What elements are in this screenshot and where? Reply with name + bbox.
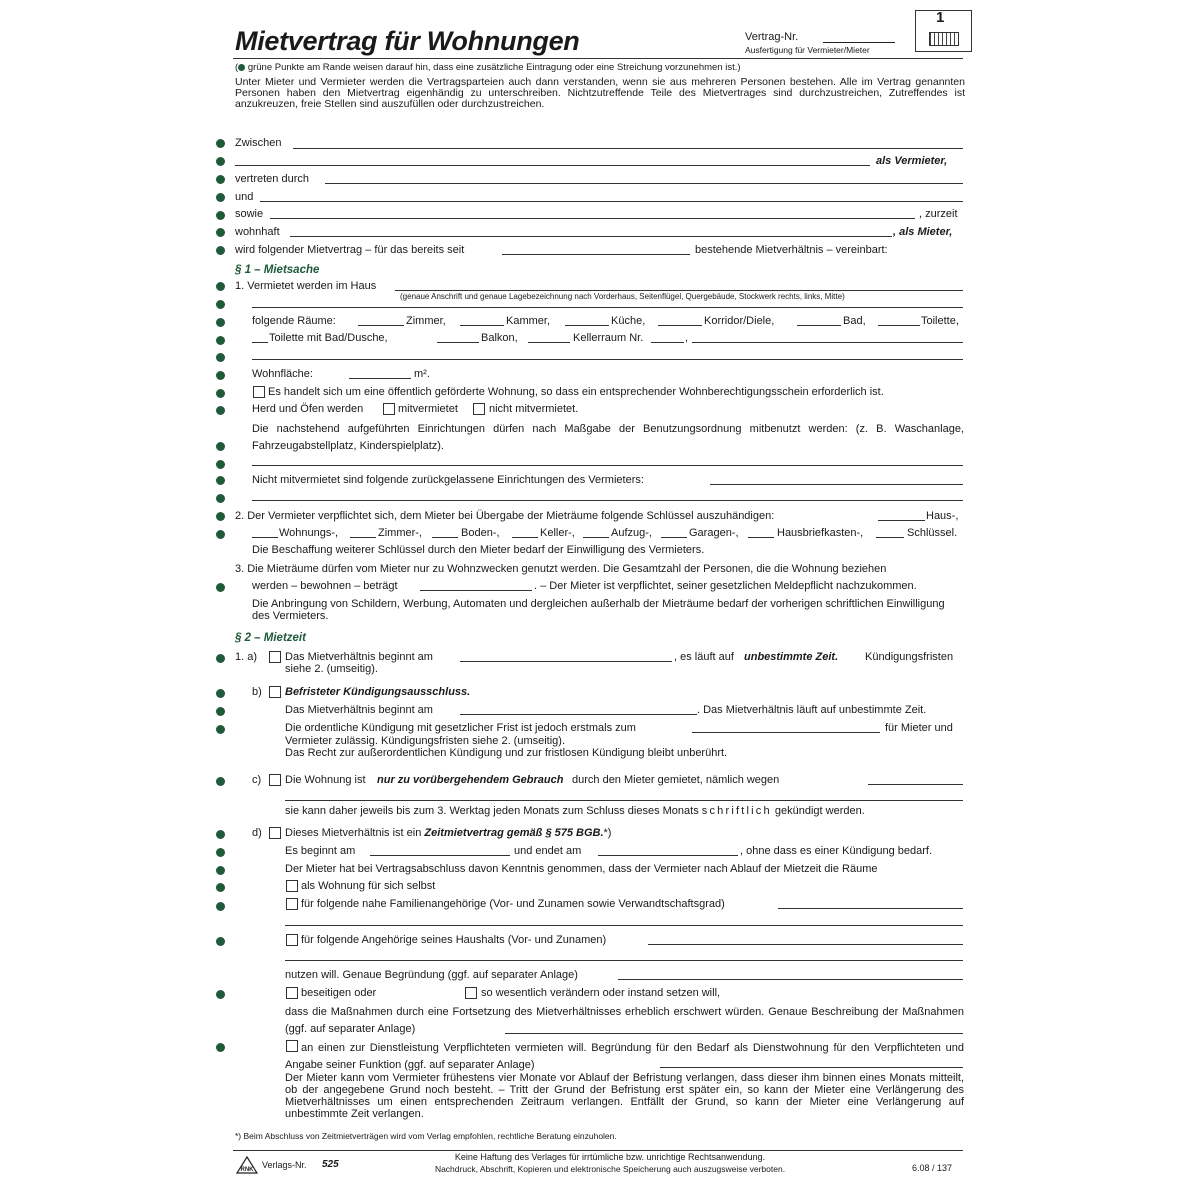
zurzeit-label: , zurzeit (919, 208, 958, 220)
publisher-logo (236, 1156, 258, 1174)
footer-code: 6.08 / 137 (912, 1163, 953, 1173)
item-d-opt6: an einen zur Dienstleistung Verpflichteten vermieten will. Begründung für den Bedarf als Dienstwohnung für den Verpflichteten und Angabe seiner Funktion (ggf. auf separater Anlage) (285, 1042, 964, 1071)
item-1a-bold: unbestimmte Zeit. (744, 651, 839, 663)
verlags-nr-label: Verlags-Nr. (262, 1160, 307, 1170)
haus-label: 1. Vermietet werden im Haus (235, 280, 377, 292)
item-d-kenntnis: Der Mieter hat bei Vertragsabschluss davon Kenntnis genommen, dass der Vermieter nach Ablauf der Mietzeit die Räume (285, 863, 878, 875)
familie-checkbox[interactable] (286, 898, 298, 910)
marker-dot (216, 193, 225, 202)
item-d-ohne: , ohne dass es einer Kündigung bedarf. (740, 845, 933, 857)
wohnungs-key-label: Wohnungs-, (279, 527, 339, 539)
item-d-opt2: für folgende nahe Familienangehörige (Vor- und Zunamen sowie Verwandtschaftsgrad) (301, 898, 725, 910)
haus-key-field[interactable] (878, 520, 925, 521)
mitvermietet-checkbox[interactable] (383, 403, 395, 415)
beginn-d-field[interactable] (370, 855, 510, 856)
haus-field-2[interactable] (252, 307, 963, 308)
item-d-begin: Es beginnt am (285, 845, 356, 857)
footer-rule (233, 1150, 963, 1151)
item-1a-text: Das Mietverhältnis beginnt am (285, 651, 433, 663)
marker-dot (216, 175, 225, 184)
item-d-final: Der Mieter kann vom Vermieter frühestens vier Monate vor Ablauf der Befristung verlangen, dass dieser ihm binnen eines Monats mitteilt, ob der angegebene Grund noch besteht. – Tritt der Grund der Befristung erst später ein, so kann der Mieter eine Verlängerung des Mietverhältnisses um einen entsprechenden Zeitraum verlangen. Entfällt der Grund, so kann der Mieter eine Verlängerung auf unbestimmte Zeit verlangen. (285, 1072, 964, 1120)
marker-dot (216, 689, 225, 698)
marker-dot (216, 300, 225, 309)
wohnhaft-label: wohnhaft (235, 226, 280, 238)
item-d-massnahmen: dass die Maßnahmen durch eine Fortsetzung des Mietverhältnisses erheblich erschwert würden. Genaue Beschreibung der Maßnahmen (ggf. auf separater Anlage) (285, 1006, 964, 1035)
personen-field[interactable] (420, 590, 532, 591)
haushalt-checkbox[interactable] (286, 934, 298, 946)
marker-dot (216, 336, 225, 345)
familie-field[interactable] (778, 908, 963, 909)
verlags-nr-value: 525 (322, 1159, 339, 1170)
marker-dot (216, 530, 225, 539)
nicht-mitvermietet-label: nicht mitvermietet. (489, 403, 579, 415)
marker-dot (216, 442, 225, 451)
grund-field[interactable] (868, 784, 963, 785)
item-d-star: *) (603, 827, 612, 839)
ende-d-field[interactable] (598, 855, 738, 856)
item-1a-text2: , es läuft auf (674, 651, 734, 663)
marker-dot (216, 211, 225, 220)
bad-label: Bad, (843, 315, 866, 327)
item-c-bold: nur zu vorübergehendem Gebrauch (377, 774, 564, 786)
item-b-line4: Das Recht zur außerordentlichen Kündigung und zur fristlosen Kündigung bleibt unberührt. (285, 747, 728, 759)
p3-line3: Die Anbringung von Schildern, Werbung, Automaten und dergleichen außerhalb der Mieträume bedarf der vorherigen schriftlichen Einwilligung des Vermieters. (252, 598, 945, 622)
marker-dot (216, 830, 225, 839)
item-c-line2 (285, 805, 865, 817)
toilette-bad-label: Toilette mit Bad/Dusche, (269, 332, 388, 344)
hausbrief-key-label: Hausbriefkasten-, (777, 527, 864, 539)
familie-field-2[interactable] (285, 925, 963, 926)
kellerraum-field[interactable] (528, 342, 570, 343)
boden-key-field[interactable] (432, 537, 458, 538)
marker-dot (216, 494, 225, 503)
marker-dot (216, 406, 225, 415)
item-b-line1b: . Das Mietverhältnis läuft auf unbestimmte Zeit. (697, 704, 927, 716)
marker-dot (216, 282, 225, 291)
begruendung-field[interactable] (618, 979, 963, 980)
vertreten-field[interactable] (325, 183, 963, 184)
section-1-heading: § 1 – Mietsache (235, 264, 320, 276)
item-c-text1: Die Wohnung ist (285, 774, 366, 786)
als-mieter-label: , als Mieter, (893, 226, 953, 238)
form-number: 1 (936, 9, 945, 26)
bad-field[interactable] (797, 325, 841, 326)
haftung-text: Keine Haftung des Verlages für irrtümliche bzw. unrichtige Rechtsanwendung. (454, 1152, 766, 1162)
page-title: Mietvertrag für Wohnungen (235, 26, 580, 56)
einrichtungen-text: Die nachstehend aufgeführten Einrichtungen dürfen nach Maßgabe der Benutzungsordnung mitbenutzt werden: (z. B. Waschanlage, Fahrzeugabstellplatz, Kinderspielplatz). (252, 423, 964, 452)
beginn-b-field[interactable] (460, 714, 697, 715)
mitvermietet-label: mitvermietet (398, 403, 458, 415)
wohnflaeche-field[interactable] (349, 378, 411, 379)
kueche-field[interactable] (565, 325, 609, 326)
item-d-opt1: als Wohnung für sich selbst (301, 880, 436, 892)
toilette-field[interactable] (878, 325, 920, 326)
zimmer-field[interactable] (358, 325, 404, 326)
balkon-label: Balkon, (481, 332, 518, 344)
vermieter-name-field[interactable] (293, 148, 963, 149)
wohnungs-key-field[interactable] (252, 537, 278, 538)
schluessel-label: Schlüssel. (907, 527, 958, 539)
toilette-label: Toilette, (921, 315, 959, 327)
zurueckgelassen-field[interactable] (710, 484, 963, 485)
item-1a-text4: siehe 2. (umseitig). (285, 663, 378, 675)
comma: , (685, 332, 689, 344)
marker-dot (216, 848, 225, 857)
raeume-extra-field[interactable] (252, 359, 963, 360)
item-d-nutzen: nutzen will. Genaue Begründung (ggf. auf separater Anlage) (285, 969, 578, 981)
keyboard-icon (929, 32, 959, 46)
voruebergehend-checkbox[interactable] (269, 774, 281, 786)
einrichtungen-field[interactable] (252, 465, 963, 466)
item-d-opt5: so wesentlich verändern oder instand setzen will, (481, 987, 721, 999)
unbestimmt-checkbox[interactable] (269, 651, 281, 663)
korridor-label: Korridor/Diele, (704, 315, 775, 327)
weitere-raeume-field[interactable] (692, 342, 963, 343)
item-d-opt4: beseitigen oder (301, 987, 377, 999)
aufzug-key-label: Aufzug-, (611, 527, 652, 539)
marker-dot (216, 654, 225, 663)
als-vermieter-label: als Vermieter, (876, 155, 948, 167)
marker-dot (216, 228, 225, 237)
item-c-label: c) (252, 774, 262, 786)
marker-dot (216, 707, 225, 716)
marker-dot (216, 139, 225, 148)
marker-dot (216, 389, 225, 398)
zeitmietvertrag-checkbox[interactable] (269, 827, 281, 839)
legend: ( grüne Punkte am Rande weisen darauf hin, dass eine zusätzliche Eintragung oder eine Streichung vorzunehmen ist.) (235, 62, 741, 73)
garagen-key-label: Garagen-, (689, 527, 739, 539)
kammer-field[interactable] (460, 325, 504, 326)
kellerraum-label: Kellerraum Nr. (573, 332, 644, 344)
balkon-field[interactable] (437, 342, 479, 343)
bestehende-label: bestehende Mietverhältnis – vereinbart: (695, 244, 888, 256)
bestehend-seit-field[interactable] (502, 254, 690, 255)
wird-folgender-label: wird folgender Mietvertrag – für das bereits seit (235, 244, 465, 256)
p3-line1: 3. Die Mieträume dürfen vom Mieter nur zu Wohnzwecken genutzt werden. Die Gesamtzahl der Personen, die die Wohnung beziehen (235, 563, 887, 575)
boden-key-label: Boden-, (461, 527, 500, 539)
form-badge (915, 10, 972, 52)
item-b-line2a: Die ordentliche Kündigung mit gesetzlicher Frist ist jedoch erstmals zum (285, 722, 636, 734)
item-d-bold: Zeitmietvertrag gemäß § 575 BGB. (424, 827, 604, 839)
marker-dot (216, 583, 225, 592)
item-1a-label: 1. a) (235, 651, 258, 663)
marker-dot (216, 353, 225, 362)
item-b-line1a: Das Mietverhältnis beginnt am (285, 704, 433, 716)
keller-nr-field[interactable] (651, 342, 684, 343)
mieter1-field[interactable] (260, 201, 963, 202)
marker-dot (216, 866, 225, 875)
massnahmen-field[interactable] (505, 1033, 963, 1034)
marker-dot (216, 777, 225, 786)
schluessel-count-field[interactable] (876, 537, 904, 538)
marker-dot (216, 318, 225, 327)
section-2-heading: § 2 – Mietzeit (235, 632, 306, 644)
herd-label: Herd und Öfen werden (252, 403, 364, 415)
erstmals-zum-field[interactable] (692, 732, 880, 733)
vertrag-nr-label: Vertrag-Nr. (745, 31, 799, 43)
item-d-line1 (285, 827, 611, 839)
foerderung-text: Es handelt sich um eine öffentlich geförderte Wohnung, so dass ein entsprechender Wohnberechtigungsschein erforderlich ist. (268, 386, 884, 398)
marker-dot (216, 902, 225, 911)
beseitigen-checkbox[interactable] (286, 987, 298, 999)
item-c-text2: durch den Mieter gemietet, nämlich wegen (572, 774, 780, 786)
sowie-label: sowie (235, 208, 264, 220)
und-label: und (235, 191, 254, 203)
haus-hint: (genaue Anschrift und genaue Lagebezeichnung nach Vorderhaus, Seitenflügel, Quergebäude, Stockwerk rechts, links, Mitte) (400, 292, 845, 301)
zimmer-label: Zimmer, (406, 315, 446, 327)
wohnflaeche-label: Wohnfläche: (252, 368, 313, 380)
item-c-text3: sie kann daher jeweils bis zum 3. Werktag jeden Monats zum Schluss dieses Monats (285, 805, 699, 817)
p3-line2b: . – Der Mieter ist verpflichtet, seiner gesetzlichen Meldepflicht nachzukommen. (534, 580, 917, 592)
beginn-a-field[interactable] (460, 661, 672, 662)
footnote: *) Beim Abschluss von Zeitmietverträgen wird vom Verlag empfohlen, rechtliche Beratung einzuholen. (235, 1131, 617, 1141)
vermieter-address-field[interactable] (235, 165, 870, 166)
marker-dot (216, 1043, 225, 1052)
hausbrief-key-field[interactable] (748, 537, 774, 538)
item-c-text4: gekündigt werden. (774, 805, 865, 817)
nachdruck-text: Nachdruck, Abschrift, Kopieren und elektronische Speicherung auch auszugsweise verboten. (434, 1164, 786, 1174)
mieter2-field[interactable] (270, 218, 915, 219)
toilette-bad-field[interactable] (252, 342, 268, 343)
svg-text:RNK: RNK (240, 1167, 254, 1173)
aufzug-key-field[interactable] (583, 537, 609, 538)
p3-line2: werden – bewohnen – beträgt (252, 580, 398, 592)
kuendigungsausschluss-checkbox[interactable] (269, 686, 281, 698)
raeume-label: folgende Räume: (252, 315, 336, 327)
schluessel-intro: 2. Der Vermieter verpflichtet sich, dem Mieter bei Übergabe der Mieträume folgende Schlüssel auszuhändigen: (235, 510, 775, 522)
zimmer-key-field[interactable] (350, 537, 376, 538)
zurueckgelassen-field-2[interactable] (252, 500, 963, 501)
veraendern-checkbox[interactable] (465, 987, 477, 999)
garagen-key-field[interactable] (661, 537, 687, 538)
item-d-text1: Dieses Mietverhältnis ist ein (285, 827, 422, 839)
zwischen-label: Zwischen (235, 137, 282, 149)
haus-key-label: Haus-, (926, 510, 959, 522)
zimmer-key-label: Zimmer-, (378, 527, 422, 539)
marker-dot (216, 157, 225, 166)
marker-dot (216, 512, 225, 521)
item-b-line3: Vermieter zulässig. Kündigungsfristen siehe 2. (umseitig). (285, 735, 566, 747)
vertrag-nr-field[interactable] (823, 42, 895, 43)
marker-dot (216, 725, 225, 734)
korridor-field[interactable] (658, 325, 702, 326)
marker-dot (216, 883, 225, 892)
foerderung-checkbox[interactable] (253, 386, 265, 398)
grund-field-2[interactable] (285, 800, 963, 801)
mieter-address-field[interactable] (290, 236, 892, 237)
item-b-line2b: für Mieter und (885, 722, 953, 734)
haushalt-field[interactable] (648, 944, 963, 945)
kammer-label: Kammer, (506, 315, 551, 327)
intro-text: Unter Mieter und Vermieter werden die Vertragsparteien auch dann verstanden, wenn sie aus mehreren Personen bestehen. Alle im Vertrag genannten Personen haben den Mietvertrag eigenhändig zu unterschreiben. Nichtzutreffende Teile des Mietvertrages sind durchzustreichen, Zutreffendes ist anzukreuzen, freie Stellen sind auszufüllen oder durchzustreichen. (235, 76, 965, 110)
keller-key-label: Keller-, (540, 527, 575, 539)
keller-key-field[interactable] (512, 537, 538, 538)
zurueckgelassen-label: Nicht mitvermietet sind folgende zurückgelassene Einrichtungen des Vermieters: (252, 474, 644, 486)
haushalt-field-2[interactable] (285, 960, 963, 961)
vertreten-label: vertreten durch (235, 173, 309, 185)
item-d-opt3: für folgende Angehörige seines Haushalts (Vor- und Zunamen) (301, 934, 607, 946)
marker-dot (216, 990, 225, 999)
nicht-mitvermietet-checkbox[interactable] (473, 403, 485, 415)
eigenbedarf-checkbox[interactable] (286, 880, 298, 892)
marker-dot (216, 246, 225, 255)
header-rule (233, 58, 963, 59)
kueche-label: Küche, (611, 315, 646, 327)
item-d-end: und endet am (514, 845, 582, 857)
marker-dot (216, 937, 225, 946)
beschaffung-text: Die Beschaffung weiterer Schlüssel durch den Mieter bedarf der Einwilligung des Vermieters. (252, 544, 705, 556)
dienstwohnung-field[interactable] (660, 1067, 963, 1068)
item-c-spaced: schriftlich (701, 805, 772, 817)
m2-label: m². (414, 368, 430, 380)
green-dot-icon (238, 64, 245, 71)
haus-field[interactable] (395, 290, 963, 291)
marker-dot (216, 460, 225, 469)
ausfertigung-label: Ausfertigung für Vermieter/Mieter (745, 45, 870, 55)
legend-text: grüne Punkte am Rande weisen darauf hin, dass eine zusätzliche Eintragung oder eine Streichung vorzunehmen ist.) (247, 62, 741, 73)
item-d-label: d) (252, 827, 262, 839)
item-b-label: b) (252, 686, 262, 698)
marker-dot (216, 371, 225, 380)
marker-dot (216, 476, 225, 485)
item-b-heading: Befristeter Kündigungsausschluss. (285, 686, 471, 698)
item-1a-text3: Kündigungsfristen (865, 651, 954, 663)
